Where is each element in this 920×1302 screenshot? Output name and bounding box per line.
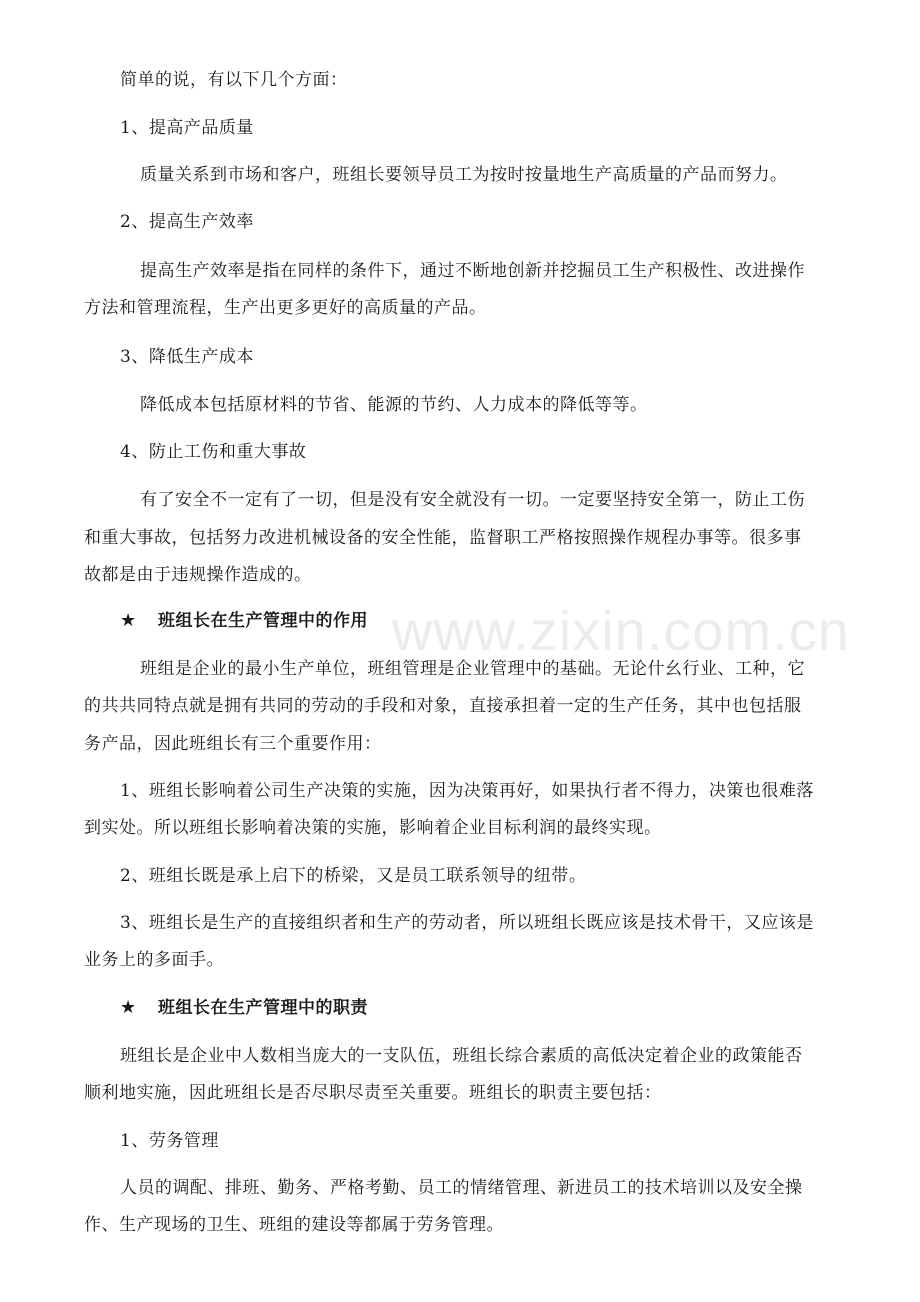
paragraph-line: 故都是由于违规操作造成的。 bbox=[84, 565, 312, 585]
item-heading-labor: 1、劳务管理 bbox=[120, 1131, 219, 1151]
paragraph-line: 提高生产效率是指在同样的条件下，通过不断地创新并挖掘员工生产积极性、改进操作 bbox=[140, 261, 805, 281]
paragraph-line: 到实处。所以班组长影响着决策的实施，影响着企业目标利润的最终实现。 bbox=[84, 818, 662, 838]
paragraph-line: 方法和管理流程，生产出更多更好的高质量的产品。 bbox=[84, 298, 487, 318]
paragraph-line: 1、班组长影响着公司生产决策的实施，因为决策再好，如果执行者不得力，决策也很难落 bbox=[120, 781, 814, 801]
paragraph-line: 降低成本包括原材料的节省、能源的节约、人力成本的降低等等。 bbox=[140, 395, 648, 415]
paragraph-line: 业务上的多面手。 bbox=[84, 950, 224, 970]
section-heading-duties: 班组长在生产管理中的职责 bbox=[158, 998, 368, 1018]
section-heading-role: 班组长在生产管理中的作用 bbox=[158, 611, 368, 631]
paragraph-line: 2、班组长既是承上启下的桥梁，又是员工联系领导的纽带。 bbox=[120, 866, 587, 886]
paragraph-line: 班组长是企业中人数相当庞大的一支队伍，班组长综合素质的高低决定着企业的政策能否 bbox=[120, 1046, 803, 1066]
paragraph-line: 顺利地实施，因此班组长是否尽职尽责至关重要。班组长的职责主要包括： bbox=[84, 1083, 662, 1103]
item-heading-efficiency: 2、提高生产效率 bbox=[120, 212, 254, 232]
paragraph-line: 作、生产现场的卫生、班组的建设等都属于劳务管理。 bbox=[84, 1215, 504, 1235]
paragraph-line: 质量关系到市场和客户，班组长要领导员工为按时按量地生产高质量的产品而努力。 bbox=[140, 165, 788, 185]
paragraph-line: 和重大事故，包括努力改进机械设备的安全性能，监督职工严格按照操作规程办事等。很多事 bbox=[84, 528, 802, 548]
paragraph-line: 人员的调配、排班、勤务、严格考勤、员工的情绪管理、新进员工的技术培训以及安全操 bbox=[120, 1178, 803, 1198]
paragraph-line: 务产品，因此班组长有三个重要作用： bbox=[84, 734, 382, 754]
star-icon: ★ bbox=[120, 610, 137, 631]
paragraph-line: 有了安全不一定有了一切，但是没有安全就没有一切。一定要坚持安全第一，防止工伤 bbox=[140, 490, 805, 510]
watermark: www.zixin.com.cn bbox=[392, 599, 850, 662]
paragraph-line: 3、班组长是生产的直接组织者和生产的劳动者，所以班组长既应该是技术骨干，又应该是 bbox=[120, 913, 814, 933]
item-heading-cost: 3、降低生产成本 bbox=[120, 347, 254, 367]
intro-line: 简单的说，有以下几个方面： bbox=[120, 70, 348, 90]
paragraph-line: 的共共同特点就是拥有共同的劳动的手段和对象，直接承担着一定的生产任务，其中也包括服 bbox=[84, 696, 802, 716]
paragraph-line: 班组是企业的最小生产单位，班组管理是企业管理中的基础。无论什幺行业、工种，它 bbox=[140, 659, 805, 679]
item-heading-quality: 1、提高产品质量 bbox=[120, 118, 254, 138]
star-icon: ★ bbox=[120, 997, 137, 1018]
item-heading-safety: 4、防止工伤和重大事故 bbox=[120, 442, 307, 462]
